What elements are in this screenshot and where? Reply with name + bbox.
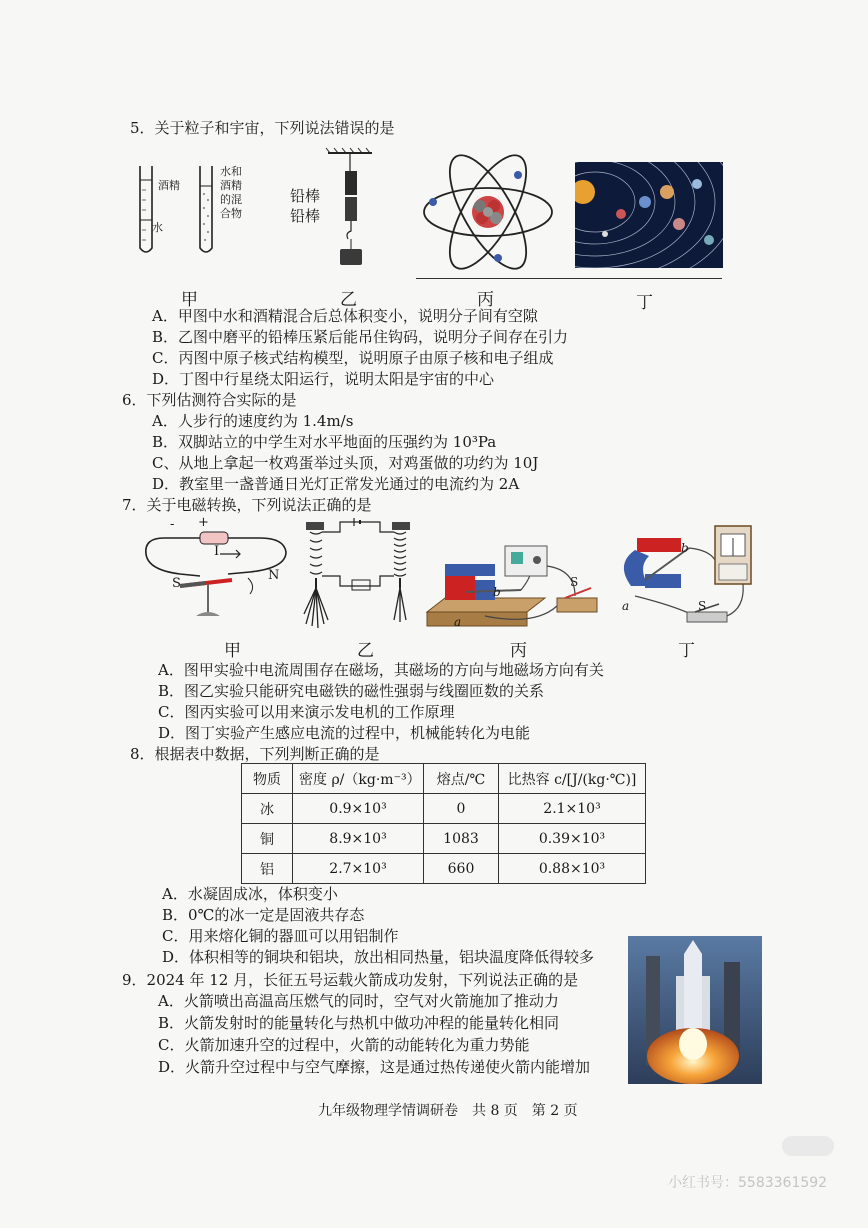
table-header: 密度 ρ/（kg·m⁻³） bbox=[293, 764, 424, 794]
q9-option-b: B．火箭发射时的能量转化与热机中做功冲程的能量转化相同 bbox=[158, 1014, 560, 1032]
table-cell: 0.9×10³ bbox=[293, 794, 424, 824]
motor-b-label: b bbox=[493, 585, 501, 599]
current-label: I bbox=[214, 544, 220, 559]
q5-caption-ding: 丁 bbox=[636, 293, 653, 313]
q7-stem: 7．关于电磁转换，下列说法正确的是 bbox=[122, 496, 372, 514]
q8-option-c: C．用来熔化铜的器皿可以用铝制作 bbox=[162, 927, 399, 945]
q7-option-d: D．图丁实验产生感应电流的过程中，机械能转化为电能 bbox=[158, 724, 531, 742]
table-cell: 冰 bbox=[242, 794, 293, 824]
generator-switch-label: S bbox=[698, 599, 707, 613]
electromagnet-figure bbox=[300, 516, 418, 634]
q5-caption-jia: 甲 bbox=[181, 290, 198, 310]
table-row bbox=[242, 854, 646, 884]
q6-stem: 6．下列估测符合实际的是 bbox=[122, 391, 297, 409]
table-cell: 660 bbox=[424, 854, 499, 884]
table-header: 熔点/℃ bbox=[424, 764, 499, 794]
q7-caption-jia: 甲 bbox=[224, 641, 241, 661]
q8-option-d: D．体积相等的铜块和铝块，放出相同热量，铝块温度降低得较多 bbox=[162, 948, 595, 966]
q9-option-c: C．火箭加速升空的过程中，火箭的动能转化为重力势能 bbox=[158, 1036, 530, 1054]
table-header: 比热容 c/[J/(kg·℃)] bbox=[499, 764, 646, 794]
lead-rod-label-2: 铅棒 bbox=[290, 207, 321, 225]
lead-rod-label-1: 铅棒 bbox=[290, 187, 321, 205]
needle-south-label: S bbox=[172, 576, 181, 591]
motor-switch-label: S bbox=[570, 575, 579, 589]
q7-caption-yi: 乙 bbox=[357, 641, 374, 661]
q8-option-a: A．水凝固成冰，体积变小 bbox=[162, 885, 338, 903]
q5-option-d: D．丁图中行星绕太阳运行，说明太阳是宇宙的中心 bbox=[152, 370, 495, 388]
q5-caption-yi: 乙 bbox=[340, 290, 357, 310]
needle-north-label: N bbox=[268, 568, 280, 583]
watermark-text: 小红书号：5583361592 bbox=[668, 1175, 828, 1191]
generator-figure bbox=[615, 520, 765, 630]
q8-option-b: B．0℃的冰一定是固液共存态 bbox=[162, 906, 365, 924]
table-row bbox=[242, 824, 646, 854]
table-cell: 铝 bbox=[242, 854, 293, 884]
q9-stem: 9．2024 年 12 月，长征五号运载火箭成功发射，下列说法正确的是 bbox=[122, 971, 579, 989]
table-row bbox=[242, 794, 646, 824]
q5-option-c: C．丙图中原子核式结构模型，说明原子由原子核和电子组成 bbox=[152, 349, 554, 367]
q9-option-d: D．火箭升空过程中与空气摩擦，这是通过热传递使火箭内能增加 bbox=[158, 1058, 591, 1076]
generator-b-label: b bbox=[681, 541, 689, 555]
alcohol-label: 酒精 bbox=[158, 179, 180, 192]
table-cell: 1083 bbox=[424, 824, 499, 854]
q5-option-b: B．乙图中磨平的铅棒压紧后能吊住钩码，说明分子间存在引力 bbox=[152, 328, 569, 346]
motor-a-label: a bbox=[454, 615, 462, 629]
watermark-badge bbox=[782, 1136, 834, 1156]
q5-stem: 5．关于粒子和宇宙，下列说法错误的是 bbox=[130, 119, 395, 137]
q9-option-a: A．火箭喷出高温高压燃气的同时，空气对火箭施加了推动力 bbox=[158, 992, 559, 1010]
q6-option-a: A．人步行的速度约为 1.4m/s bbox=[152, 412, 354, 430]
table-cell: 2.1×10³ bbox=[499, 794, 646, 824]
generator-a-label: a bbox=[622, 599, 630, 613]
water-label: 水 bbox=[152, 221, 163, 234]
mixture-label: 水和 酒精 的混 合物 bbox=[220, 165, 242, 220]
table-header: 物质 bbox=[242, 764, 293, 794]
material-data-table bbox=[241, 763, 646, 884]
battery-minus-label: - bbox=[170, 517, 175, 532]
q6-option-b: B．双脚站立的中学生对水平地面的压强约为 10³Pa bbox=[152, 433, 497, 451]
table-cell: 8.9×10³ bbox=[293, 824, 424, 854]
solar-system-figure bbox=[575, 162, 723, 268]
q5-option-a: A．甲图中水和酒精混合后总体积变小，说明分子间有空隙 bbox=[152, 307, 538, 325]
q7-option-b: B．图乙实验只能研究电磁铁的磁性强弱与线圈匝数的关系 bbox=[158, 682, 545, 700]
q7-option-a: A．图甲实验中电流周围存在磁场，其磁场的方向与地磁场方向有关 bbox=[158, 661, 604, 679]
table-cell: 0.39×10³ bbox=[499, 824, 646, 854]
page-footer: 九年级物理学情调研卷 共 8 页 第 2 页 bbox=[318, 1103, 578, 1119]
q7-option-c: C．图丙实验可以用来演示发电机的工作原理 bbox=[158, 703, 455, 721]
battery-plus-label: + bbox=[198, 515, 209, 530]
figure-divider bbox=[416, 278, 722, 279]
q8-stem: 8．根据表中数据，下列判断正确的是 bbox=[130, 745, 380, 763]
table-cell: 2.7×10³ bbox=[293, 854, 424, 884]
lead-rod-figure bbox=[320, 145, 380, 275]
q5-caption-bing: 丙 bbox=[477, 290, 494, 310]
rocket-launch-photo bbox=[628, 936, 762, 1084]
table-cell: 铜 bbox=[242, 824, 293, 854]
q7-caption-bing: 丙 bbox=[510, 641, 527, 661]
atom-model-figure bbox=[418, 140, 558, 280]
table-header-row bbox=[242, 764, 646, 794]
table-cell: 0 bbox=[424, 794, 499, 824]
q6-option-c: C、从地上拿起一枚鸡蛋举过头顶，对鸡蛋做的功约为 10J bbox=[152, 454, 539, 472]
q6-option-d: D．教室里一盏普通日光灯正常发光通过的电流约为 2A bbox=[152, 475, 520, 493]
q7-caption-ding: 丁 bbox=[678, 641, 695, 661]
table-cell: 0.88×10³ bbox=[499, 854, 646, 884]
